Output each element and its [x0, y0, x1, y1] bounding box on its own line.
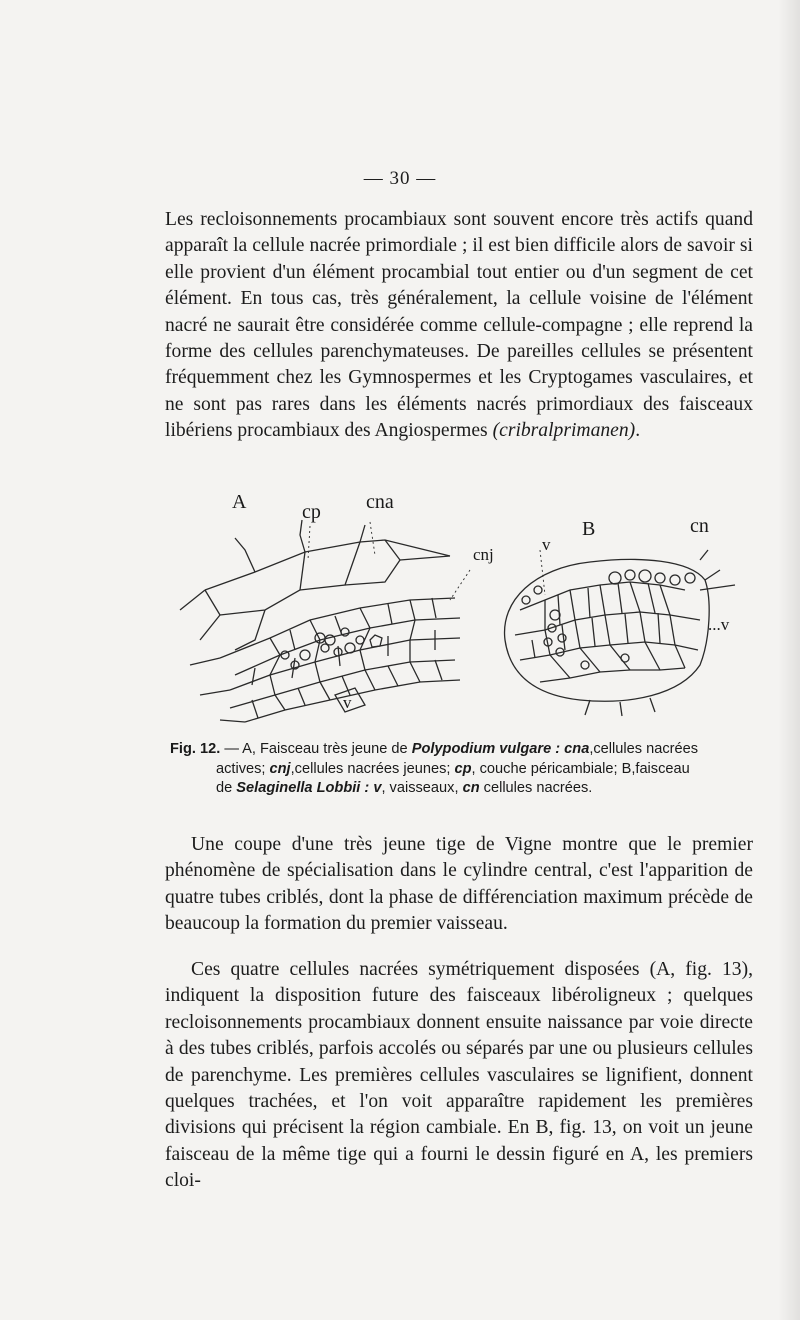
- caption-line3-a: de: [216, 780, 237, 796]
- label-v-b1: v: [542, 535, 551, 554]
- paragraph-2: Une coupe d'une très jeune tige de Vigne montre que le premier phénomène de spécialisation dans le cylindre central, c'est l'apparition de quatre tubes criblés, dont la phase de différenciation maximum précède de beaucoup la formation du premier vaisseau.: [165, 834, 753, 935]
- caption-line3-c: cellules nacrées.: [479, 780, 593, 796]
- paragraph-3: Ces quatre cellules nacrées symétriquement disposées (A, fig. 13), indiquent la disposition future des faisceaux libéroligneux ; quelques recloisonnements procambiaux donnent ensuite naissance par voie directe à des tubes criblés, parfois accolés ou séparés par une ou plusieurs cellules de parenchyme. Les premières cellules vasculaires se lignifient, donnent quelques trachées, et l'on voit apparaître rapidement les premières divisions qui précisent la région cambiale. En B, fig. 13, on voit un jeune faisceau de la même tige qui a fourni le dessin figuré en A, les premiers cloi-: [165, 959, 753, 1192]
- label-v-b2: ...v: [708, 615, 730, 634]
- caption-line2-c: , couche péricambiale; B,faisceau: [471, 760, 690, 777]
- paragraph-1: [165, 207, 753, 445]
- caption-fig-number: Fig. 12.: [170, 741, 221, 757]
- figure-drawing: [160, 490, 770, 735]
- caption-dash: — A, Faisceau très jeune de: [220, 741, 412, 757]
- figure-caption: [170, 740, 756, 799]
- caption-line3-b: , vaisseaux,: [381, 780, 463, 796]
- paragraph-1-text: Les recloisonnements procambiaux sont souvent encore très actifs quand apparaît la cellule nacrée primordiale ; il est bien difficile alors de savoir si elle provient d'un élément procambial tout entier ou d'un segment de cet élément. En tous cas, très généralement, la cellule voisine de l'élément nacré ne saurait être considérée comme cellule-compagne ; elle reprend la forme des cellules parenchymateuses. De pareilles cellules se présentent fréquemment chez les Gymnospermes et les Cryptogames vasculaires, et ne sont pas rares dans les éléments nacrés primordiaux des faisceaux libériens procambiaux des Angiospermes: [165, 209, 753, 442]
- page-edge-shadow: [778, 0, 800, 1320]
- caption-line2-a: actives;: [216, 760, 270, 777]
- page-number: — 30 —: [363, 168, 437, 189]
- label-cna: cna: [366, 491, 394, 513]
- figure-a-drawing: [180, 520, 460, 722]
- label-cp: cp: [302, 501, 321, 523]
- figure-leader-lines: [308, 522, 545, 600]
- paragraph-1-italic-term: (cribralprimanen): [492, 420, 636, 442]
- caption-cp: cp: [454, 760, 472, 777]
- caption-species-1: Polypodium vulgare : cna: [411, 741, 590, 757]
- label-b: B: [582, 518, 596, 540]
- caption-line2-b: ,cellules nacrées jeunes;: [290, 760, 455, 777]
- caption-t1: ,cellules nacrées: [589, 741, 699, 757]
- label-v-a: v: [343, 693, 352, 712]
- figure-12-illustration: [160, 490, 770, 735]
- label-cnj: cnj: [473, 545, 494, 564]
- label-cn: cn: [690, 515, 709, 537]
- figure-b-drawing: [505, 550, 735, 716]
- label-a: A: [232, 491, 247, 513]
- caption-species-2: Selaginella Lobbii : v: [236, 780, 382, 796]
- paragraph-1-end: .: [635, 420, 641, 442]
- caption-cn: cn: [462, 780, 480, 796]
- caption-cnj: cnj: [269, 760, 291, 777]
